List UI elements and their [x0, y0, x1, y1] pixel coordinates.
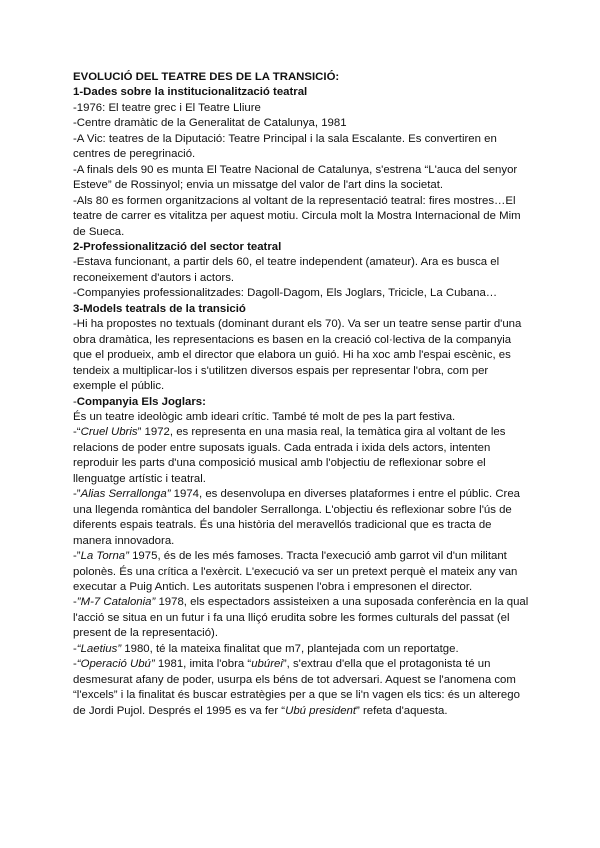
prefix: -”: [73, 550, 81, 563]
paragraph: -A finals dels 90 es munta El Teatre Nacional de Catalunya, s'estrena “L'auca del senyor Esteve” de Rossinyol; envia un missatge del valor de l'art dins la societat.: [73, 163, 518, 192]
work-text: 1980, té la mateixa finalitat que m7, plantejada com un reportatge.: [121, 642, 459, 655]
work-laetius: [73, 642, 533, 657]
joglars-heading: Companyia Els Joglars:: [76, 395, 206, 408]
work-cruel-ubris: [73, 425, 533, 487]
work-title: ubúrei: [251, 658, 283, 671]
paragraph: -Estava funcionant, a partir dels 60, el teatre independent (amateur). Ara es busca el reconeixement d'autors i actors.: [73, 256, 500, 284]
paragraph: -Als 80 es formen organitzacions al voltant de la representació teatral: fires mostres…El teatre de carrer es vitalitza per aquest motiu. Circula molt la Mostra Internacional de Mim de Sueca.: [73, 194, 521, 238]
work-text: 1981, imita l'obra “: [154, 658, 252, 671]
work-title: “Laetius”: [76, 642, 122, 655]
work-operacio-ubu: [73, 657, 533, 719]
section-2-heading: 2-Professionalització del sector teatral: [73, 240, 282, 253]
paragraph: -Centre dramàtic de la Generalitat de Catalunya, 1981: [73, 117, 347, 130]
work-text: ” 1972, es representa en una masia real, la temàtica gira al voltant de les relacions de poder entre suposats iguals. Cada entrada i ixida dels actors, intenten reproduir les parts d'una composició musical amb l'objectiu de reflexionar sobre el llenguatge artístic i teatral.: [73, 426, 506, 485]
prefix: -”: [73, 488, 81, 501]
work-la-torna: [73, 549, 533, 595]
work-text: ”, s'extrau d'ella que el protagonista té un desmesurat afany de poder, usurpa els béns de tot adversari. Aquest se l'anomena com “l'excels” i la finalitat és buscar estratègies per a que se li'n vagen els tics: és un alterego de Jordi Pujol. Després el 1995 es va fer “: [73, 658, 520, 717]
prefix: -: [73, 658, 77, 671]
dash: -: [73, 395, 77, 408]
prefix: -“: [73, 426, 81, 439]
work-m7-catalonia: [73, 595, 533, 641]
document-title: EVOLUCIÓ DEL TEATRE DES DE LA TRANSICIÓ:: [73, 71, 340, 83]
work-text: 1974, es desenvolupa en diverses plataformes i entre el públic. Crea una llegenda romàntica del bandoler Serrallonga. L'objectiu és reflexionar sobre l'ús de diferents espais teatrals. És una història del meravellós tradicional que es tracta de manera innovadora.: [73, 488, 521, 547]
paragraph: -A Vic: teatres de la Diputació: Teatre Principal i la sala Escalante. Es convertiren en centres de peregrinació.: [73, 132, 497, 161]
prefix: -: [73, 642, 77, 655]
work-text: ” refeta d'aquesta.: [356, 704, 448, 717]
work-title: “Operació Ubú”: [76, 658, 155, 671]
section-3-heading: 3-Models teatrals de la transició: [73, 302, 246, 315]
prefix: -: [73, 596, 77, 609]
work-text: 1975, és de les més famoses. Tracta l'execució amb garrot vil d'un militant polonès. És una crítica a l'exèrcit. L'execució va ser un pretext perquè el mateix any van executar a Puig Antich. Les autoritats suspenen l'obra i empresonen el director.: [73, 550, 518, 593]
work-alias-serrallonga: [73, 487, 533, 549]
work-text: 1978, els espectadors assisteixen a una suposada conferència en la qual l'acció se situa en un futur i fa una lliçó erudita sobre les formes culturals del passat (el present de la representació).: [73, 596, 529, 640]
paragraph: -Companyies professionalitzades: Dagoll-Dagom, Els Joglars, Tricicle, La Cubana…: [73, 287, 498, 300]
work-title: Cruel Ubris: [80, 426, 138, 439]
paragraph: -1976: El teatre grec i El Teatre Lliure: [73, 101, 261, 114]
paragraph: -Hi ha propostes no textuals (dominant durant els 70). Va ser un teatre sense partir d'una obra dramàtica, les representacions es basen en la creació col·lectiva de la companyia que el produeix, amb el director que elabora un guió. Hi ha xoc amb l'espai escènic, es tendeix a multiplicar-los i s'utilitzen diversos espais per representar l'obra, com per exemple el públic.: [73, 318, 522, 393]
work-title: La Torna”: [80, 550, 129, 563]
section-1-heading: 1-Dades sobre la institucionalització teatral: [73, 86, 308, 99]
work-title: Ubú president: [285, 704, 357, 717]
joglars-heading-line: [73, 395, 533, 410]
work-title: Alias Serrallonga”: [80, 488, 171, 501]
paragraph: És un teatre ideològic amb ideari crític. També té molt de pes la part festiva.: [73, 410, 456, 423]
document-page: [73, 70, 533, 719]
work-title: ”M-7 Catalonia”: [76, 596, 156, 609]
